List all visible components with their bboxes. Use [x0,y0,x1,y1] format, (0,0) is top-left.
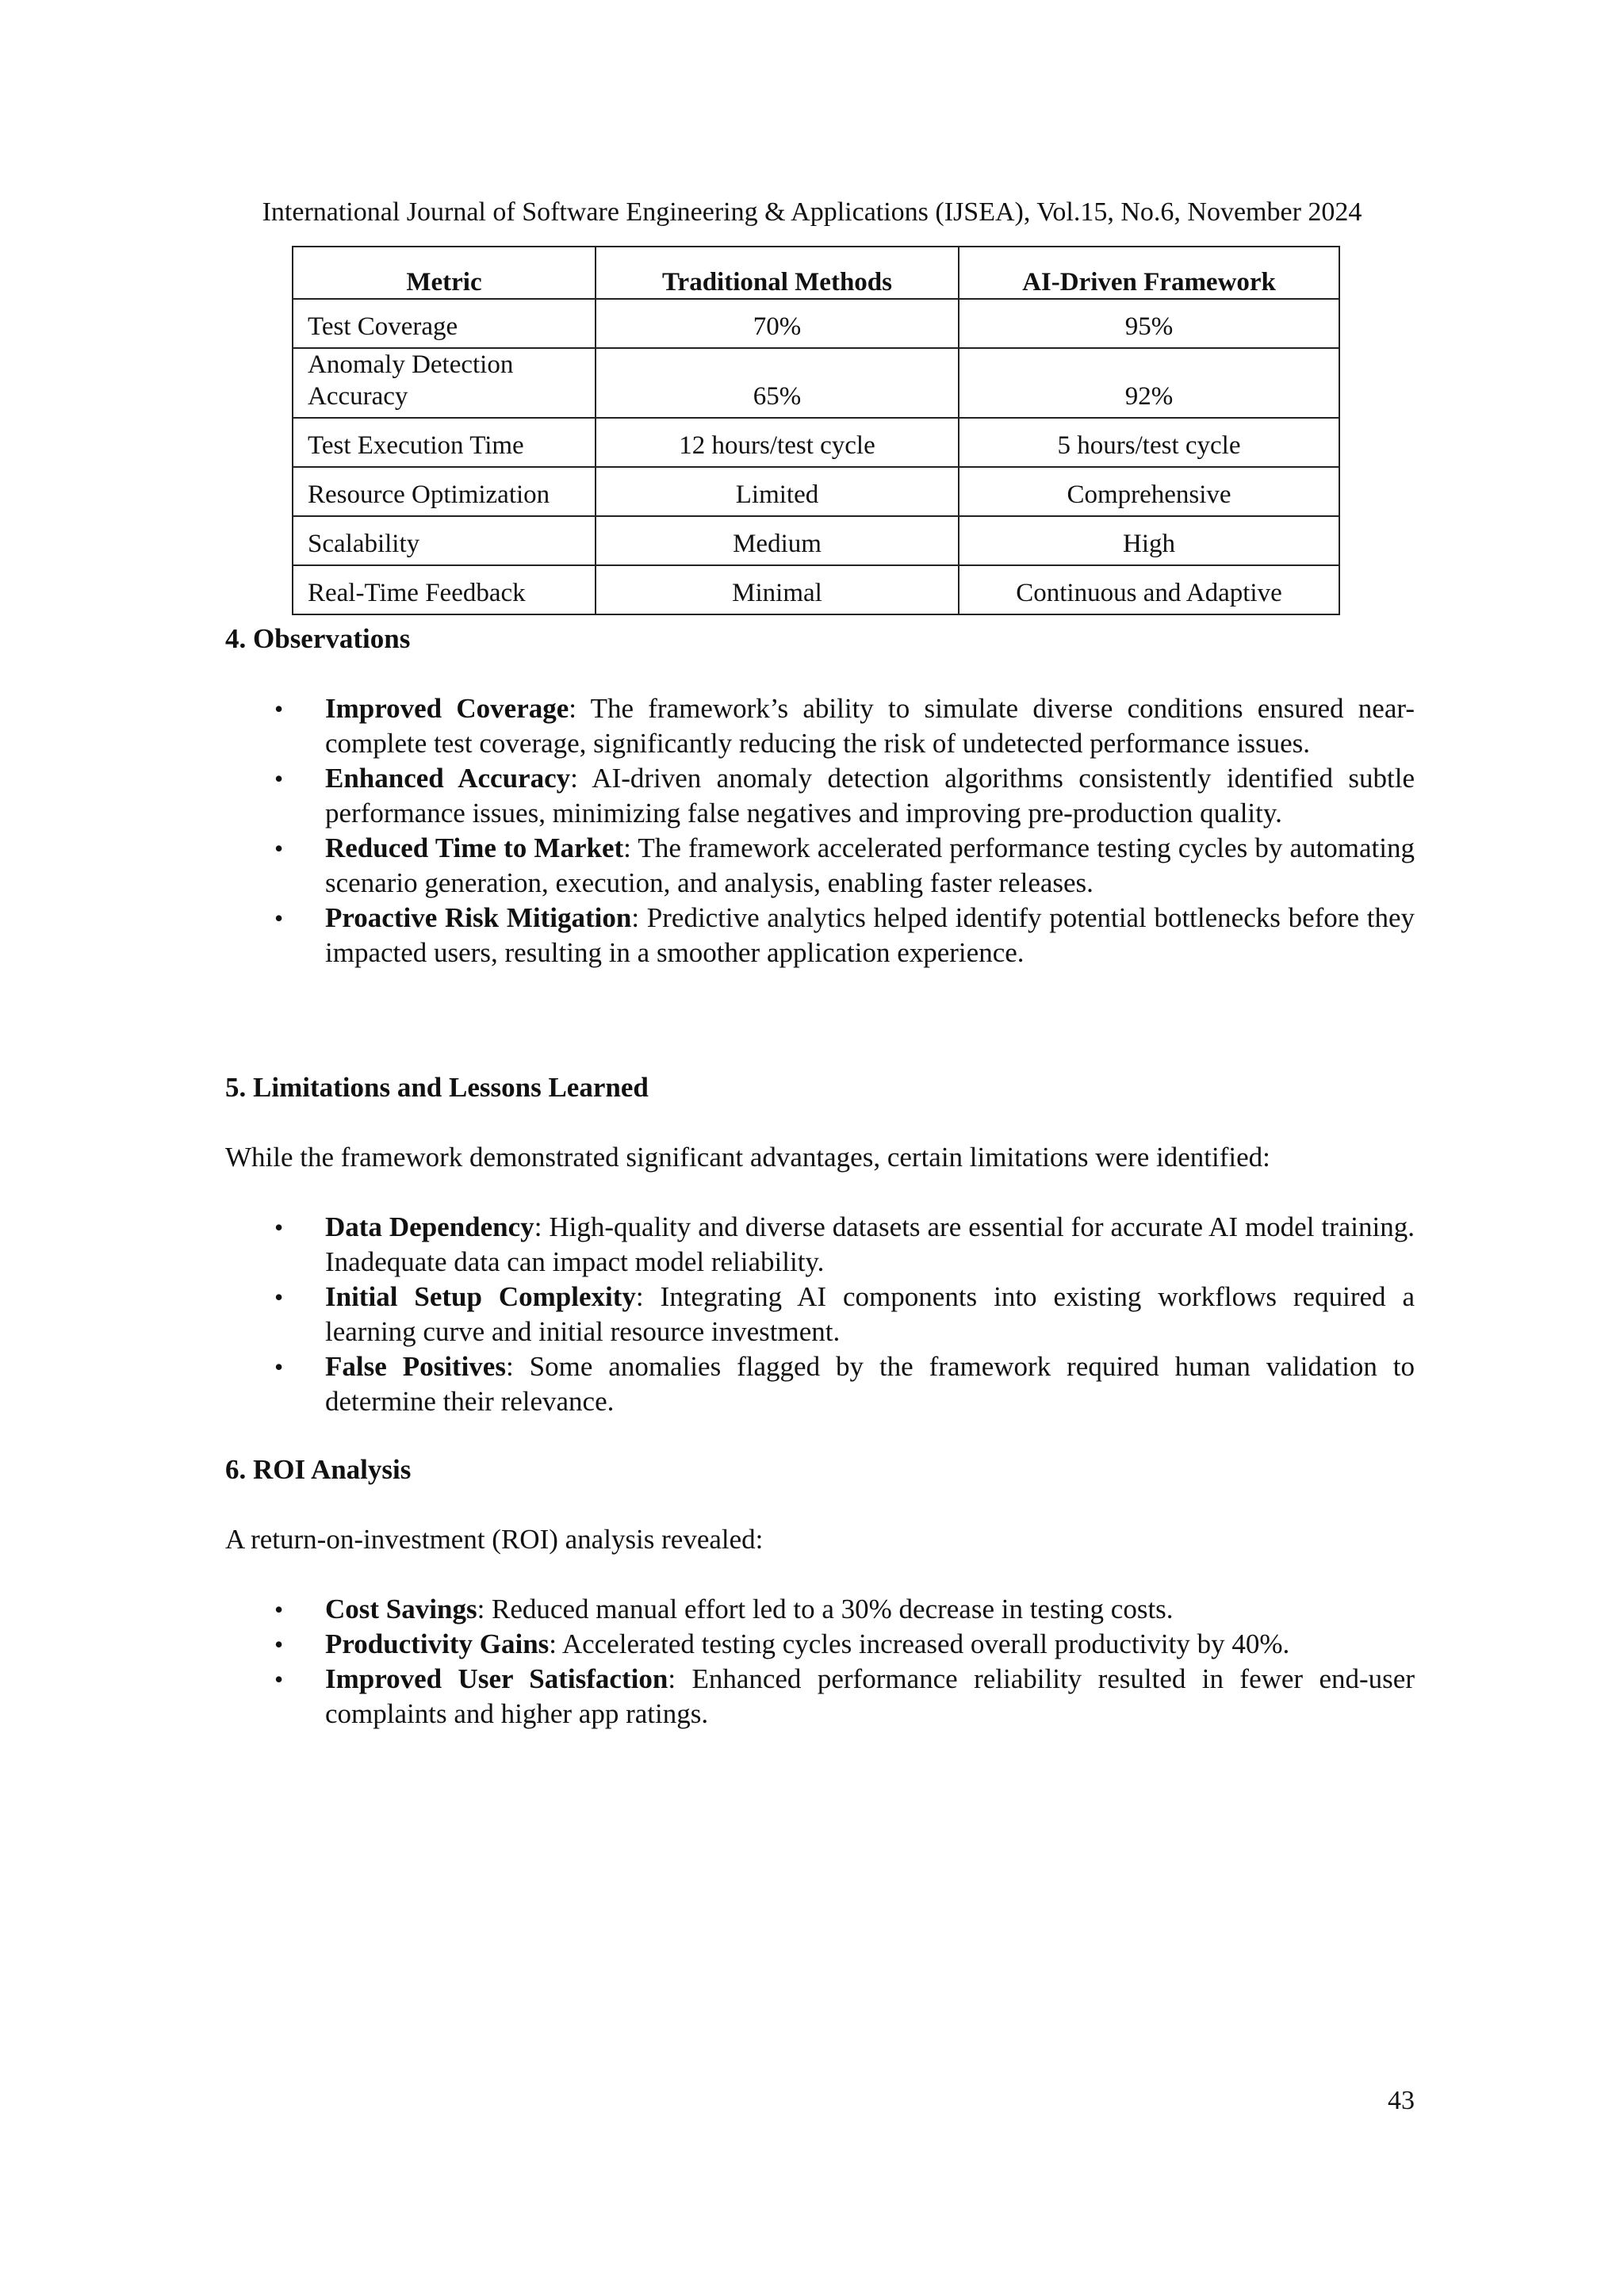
section-heading-roi: 6. ROI Analysis [225,1454,412,1485]
list-item [225,1662,1415,1732]
page-number: 43 [1388,2086,1415,2115]
table-header-row [293,247,1339,299]
list-item [225,1349,1415,1419]
section-heading-limitations: 5. Limitations and Lessons Learned [225,1072,649,1103]
running-header: International Journal of Software Engineering & Applications (IJSEA), Vol.15, No.6, November 2024 [262,197,1362,227]
column-header-metric: Metric [293,247,596,299]
observations-list [225,691,1415,970]
metric-cell: Scalability [293,516,596,565]
list-item-text: : The framework accelerated performance testing cycles by automating scenario generation, execution, and analysis, enabling faster releases. [325,832,1415,898]
table-row [293,516,1339,565]
list-item-term: Cost Savings [325,1594,477,1624]
roi-list [225,1592,1415,1732]
list-item [225,901,1415,970]
list-item [225,1592,1415,1627]
list-item [225,761,1415,831]
bullet-icon: • [274,1213,284,1242]
metric-cell: Test Execution Time [293,418,596,467]
bullet-icon: • [274,834,284,863]
section-heading-observations: 4. Observations [225,623,411,654]
list-item-text: : Some anomalies flagged by the framework required human validation to determine their relevance. [325,1351,1415,1417]
list-item-text: : Predictive analytics helped identify potential bottlenecks before they impacted users, resulting in a smoother application experience. [325,902,1415,968]
traditional-cell: Limited [596,467,959,516]
comparison-table [292,246,1340,615]
table-row [293,467,1339,516]
bullet-icon: • [274,764,284,793]
list-item-term: Improved User Satisfaction [325,1663,668,1694]
traditional-cell: Medium [596,516,959,565]
list-item-term: Enhanced Accuracy [325,763,571,794]
table-row [293,565,1339,614]
ai-driven-cell: Comprehensive [959,467,1339,516]
ai-driven-cell: 95% [959,299,1339,348]
traditional-cell: Minimal [596,565,959,614]
table-row [293,299,1339,348]
bullet-icon: • [274,1630,284,1659]
bullet-icon: • [274,1353,284,1381]
list-item-term: Data Dependency [325,1211,534,1242]
list-item-term: Productivity Gains [325,1628,550,1659]
list-item-text: : Enhanced performance reliability resulted in fewer end-user complaints and higher app ratings. [325,1663,1415,1729]
limitations-list [225,1210,1415,1419]
ai-driven-cell: Continuous and Adaptive [959,565,1339,614]
ai-driven-cell: 92% [959,348,1339,418]
bullet-icon: • [274,1595,284,1624]
metric-cell: Test Coverage [293,299,596,348]
list-item-text: : High-quality and diverse datasets are essential for accurate AI model training. Inadequate data can impact model reliability. [325,1211,1415,1277]
list-item-text: : Accelerated testing cycles increased overall productivity by 40%. [549,1628,1290,1659]
traditional-cell: 70% [596,299,959,348]
bullet-icon: • [274,904,284,932]
column-header-ai-driven: AI-Driven Framework [959,247,1339,299]
roi-intro: A return-on-investment (ROI) analysis revealed: [225,1524,764,1555]
list-item-text: : The framework’s ability to simulate diverse conditions ensured near-complete test coverage, significantly reducing the risk of undetected performance issues. [325,693,1415,759]
list-item [225,1280,1415,1349]
column-header-traditional: Traditional Methods [596,247,959,299]
bullet-icon: • [274,695,284,723]
table-row [293,348,1339,418]
list-item-text: : Reduced manual effort led to a 30% decrease in testing costs. [477,1594,1174,1624]
metric-cell: Real-Time Feedback [293,565,596,614]
ai-driven-cell: 5 hours/test cycle [959,418,1339,467]
metric-cell: Anomaly Detection Accuracy [293,348,596,418]
metric-cell: Resource Optimization [293,467,596,516]
bullet-icon: • [274,1283,284,1311]
list-item-term: Initial Setup Complexity [325,1281,636,1312]
list-item-text: : Integrating AI components into existing workflows required a learning curve and initial resource investment. [325,1281,1415,1347]
traditional-cell: 12 hours/test cycle [596,418,959,467]
list-item-term: Proactive Risk Mitigation [325,902,632,933]
list-item-term: False Positives [325,1351,506,1382]
list-item [225,1210,1415,1280]
traditional-cell: 65% [596,348,959,418]
list-item [225,1627,1415,1662]
table-row [293,418,1339,467]
list-item-term: Improved Coverage [325,693,569,724]
list-item-term: Reduced Time to Market [325,832,624,863]
list-item [225,831,1415,901]
bullet-icon: • [274,1665,284,1693]
limitations-intro: While the framework demonstrated significant advantages, certain limitations were identified: [225,1142,1270,1173]
ai-driven-cell: High [959,516,1339,565]
list-item [225,691,1415,761]
list-item-text: : AI-driven anomaly detection algorithms consistently identified subtle performance issues, minimizing false negatives and improving pre-production quality. [325,763,1415,828]
